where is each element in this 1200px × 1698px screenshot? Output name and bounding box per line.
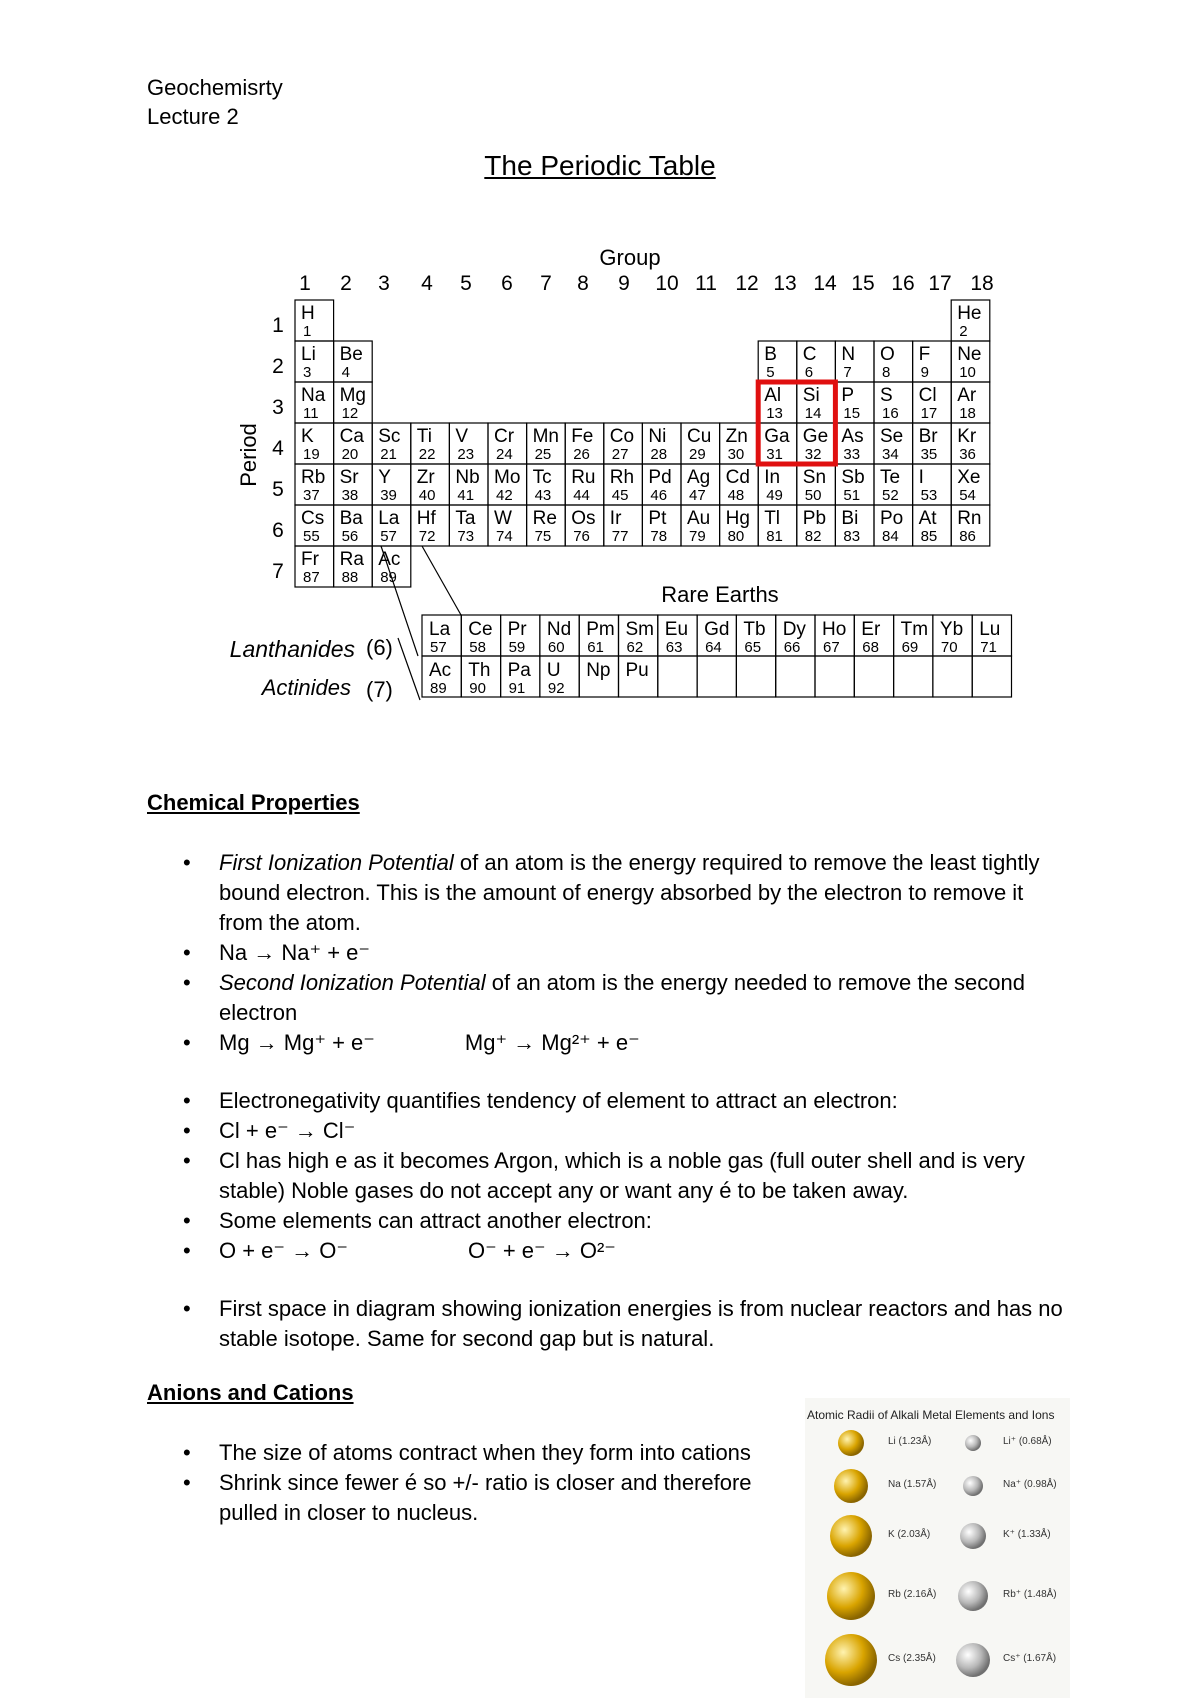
element-symbol: Ba — [339, 508, 363, 529]
element-symbol: Ni — [648, 426, 667, 447]
atomic-number: 89 — [430, 680, 447, 697]
group-number: 12 — [735, 272, 759, 295]
ion-radius-label: Na⁺ (0.98Å) — [1003, 1479, 1057, 1490]
header-course: Geochemisrty — [147, 75, 283, 100]
page-title: The Periodic Table — [484, 150, 716, 181]
atomic-number: 2 — [959, 323, 968, 340]
element-cell — [894, 656, 933, 697]
definition: of an atom is the energy needed to remove the second electron — [219, 970, 1025, 1025]
atomic-number: 8 — [882, 364, 891, 381]
element-cell — [972, 656, 1011, 697]
atom-sphere — [834, 1469, 868, 1503]
list-item — [147, 968, 1067, 1028]
group-number: 3 — [378, 272, 390, 295]
element-symbol: Sc — [378, 426, 401, 447]
period-number: 2 — [272, 355, 284, 378]
atomic-number: 50 — [804, 487, 822, 504]
ion-sphere — [956, 1643, 990, 1677]
term: First Ionization Potential — [219, 850, 454, 875]
element-symbol: Eu — [664, 619, 689, 640]
element-symbol: As — [841, 426, 864, 447]
group-number: 1 — [299, 272, 311, 295]
element-symbol: Ti — [416, 426, 432, 447]
periodic-table-figure — [0, 0, 1200, 720]
equation: O⁻ + e⁻ → O²⁻ — [467, 1238, 616, 1263]
element-symbol: F — [918, 344, 931, 365]
element-symbol: Al — [764, 385, 782, 406]
atomic-number: 60 — [547, 639, 565, 656]
atom-radius-label: Cs (2.35Å) — [888, 1653, 936, 1664]
element-symbol: Cl — [918, 385, 937, 406]
element-symbol: Tc — [532, 467, 552, 488]
list-text: The size of atoms contract when they form into cations — [219, 1440, 751, 1465]
atomic-number: 21 — [380, 446, 397, 463]
atomic-number: 3 — [303, 364, 312, 381]
atomic-number: 31 — [766, 446, 783, 463]
atom-radius-label: Li (1.23Å) — [888, 1436, 932, 1447]
atomic-number: 91 — [508, 680, 526, 697]
atomic-number: 5 — [766, 364, 775, 381]
atomic-number: 23 — [457, 446, 475, 463]
atomic-number: 80 — [727, 528, 745, 545]
element-symbol: Pd — [648, 467, 672, 488]
element-symbol: Au — [687, 508, 711, 529]
element-symbol: Rb — [301, 467, 326, 488]
element-symbol: Ce — [468, 619, 493, 640]
element-symbol: Nb — [455, 467, 480, 488]
list-text: First space in diagram showing ionization energies is from nuclear reactors and has no stable isotope. Same for second gap but is natural. — [219, 1296, 1063, 1351]
atomic-number: 32 — [804, 446, 822, 463]
group-number: 9 — [618, 272, 630, 295]
element-symbol: Hg — [725, 508, 750, 529]
atomic-number: 49 — [766, 487, 783, 504]
term: Second Ionization Potential — [219, 970, 486, 995]
actinides-period: (7) — [366, 677, 393, 702]
atomic-number: 38 — [341, 487, 359, 504]
element-symbol: Th — [468, 660, 491, 681]
atomic-number: 18 — [959, 405, 976, 422]
element-symbol: Nd — [546, 619, 572, 640]
element-symbol: Er — [861, 619, 881, 640]
header-lecture: Lecture 2 — [147, 104, 239, 129]
lanthanides-label: Lanthanides — [229, 636, 355, 662]
atomic-number: 70 — [940, 639, 958, 656]
atomic-number: 71 — [980, 639, 997, 656]
element-symbol: Ra — [339, 549, 364, 570]
atomic-number: 30 — [727, 446, 745, 463]
anions-cations-list — [147, 1438, 787, 1528]
list-item — [147, 1236, 1067, 1266]
atomic-number: 67 — [823, 639, 840, 656]
element-symbol: Ir — [609, 508, 622, 529]
group-number: 8 — [577, 272, 589, 295]
atomic-number: 36 — [959, 446, 976, 463]
group-number: 16 — [891, 272, 915, 295]
list-item — [147, 1294, 1067, 1354]
atomic-number: 51 — [843, 487, 861, 504]
element-symbol: Re — [532, 508, 557, 529]
atomic-number: 46 — [650, 487, 668, 504]
element-symbol: O — [880, 344, 895, 365]
element-symbol: I — [918, 467, 924, 488]
element-symbol: Sm — [625, 619, 654, 640]
element-symbol: P — [841, 385, 855, 406]
group-number: 13 — [773, 272, 797, 295]
atomic-number: 64 — [705, 639, 722, 656]
element-symbol: B — [764, 344, 777, 365]
connector-line — [422, 546, 461, 615]
list-item — [147, 1116, 1067, 1146]
element-symbol: K — [301, 426, 314, 447]
atomic-number: 85 — [920, 528, 938, 545]
element-symbol: Co — [609, 426, 635, 447]
atom-sphere — [827, 1572, 875, 1620]
anions-cations-heading: Anions and Cations — [147, 1380, 354, 1405]
element-symbol: C — [802, 344, 817, 365]
element-symbol: Mo — [494, 467, 521, 488]
atomic-number: 87 — [303, 569, 320, 586]
atomic-number: 10 — [959, 364, 976, 381]
chemical-properties-list — [147, 848, 1067, 1354]
group-label: Group — [599, 245, 661, 270]
element-symbol: Zn — [725, 426, 748, 447]
element-symbol: Mn — [532, 426, 560, 447]
atomic-number: 52 — [882, 487, 899, 504]
atomic-number: 14 — [804, 405, 822, 422]
atomic-number: 43 — [534, 487, 552, 504]
atomic-number: 92 — [547, 680, 565, 697]
element-symbol: Pb — [802, 508, 827, 529]
element-symbol: Po — [880, 508, 904, 529]
atomic-number: 39 — [380, 487, 397, 504]
atomic-number: 66 — [783, 639, 801, 656]
atomic-number: 86 — [959, 528, 976, 545]
list-text: Electronegativity quantifies tendency of element to attract an electron: — [219, 1088, 898, 1113]
ion-sphere — [958, 1581, 988, 1611]
atomic-number: 11 — [303, 405, 319, 422]
element-symbol: Ne — [957, 344, 982, 365]
element-symbol: Mg — [339, 385, 367, 406]
element-symbol: He — [957, 303, 982, 324]
atomic-number: 58 — [469, 639, 486, 656]
atomic-number: 28 — [650, 446, 668, 463]
list-item — [147, 1206, 1067, 1236]
equation: Na → Na⁺ + e⁻ — [219, 940, 371, 965]
element-symbol: Se — [880, 426, 904, 447]
ion-radius-label: Rb⁺ (1.48Å) — [1003, 1589, 1057, 1600]
element-symbol: Ag — [687, 467, 711, 488]
atomic-number: 88 — [341, 569, 359, 586]
element-symbol: Rh — [609, 467, 635, 488]
ion-sphere — [965, 1435, 981, 1451]
chemical-properties-heading: Chemical Properties — [147, 790, 360, 815]
atomic-number: 76 — [573, 528, 590, 545]
atom-sphere — [830, 1515, 872, 1557]
atom-sphere — [825, 1634, 877, 1686]
element-symbol: At — [918, 508, 937, 529]
element-symbol: Zr — [416, 467, 435, 488]
element-symbol: Fr — [301, 549, 319, 570]
atomic-number: 72 — [418, 528, 436, 545]
group-number: 4 — [421, 272, 433, 295]
element-symbol: Ac — [429, 660, 452, 681]
element-symbol: Sr — [339, 467, 359, 488]
atomic-number: 6 — [804, 364, 814, 381]
atomic-number: 45 — [611, 487, 629, 504]
ion-radius-label: Cs⁺ (1.67Å) — [1003, 1653, 1057, 1664]
element-symbol: Pm — [586, 619, 615, 640]
element-symbol: In — [764, 467, 781, 488]
element-symbol: Np — [586, 660, 611, 681]
atomic-number: 63 — [665, 639, 683, 656]
atomic-number: 7 — [843, 364, 852, 381]
atomic-number: 65 — [744, 639, 762, 656]
atomic-number: 35 — [920, 446, 938, 463]
element-symbol: H — [301, 303, 315, 324]
list-item — [147, 1028, 1067, 1058]
element-symbol: Ta — [455, 508, 476, 529]
list-item — [147, 1086, 1067, 1116]
atomic-number: 16 — [882, 405, 899, 422]
element-symbol: Te — [880, 467, 901, 488]
list-text: Cl has high e as it becomes Argon, which is a noble gas (full outer shell and is very stable) Noble gases do not accept any or want any é to be taken away. — [219, 1148, 1025, 1203]
atomic-number: 44 — [573, 487, 590, 504]
atomic-number: 47 — [689, 487, 706, 504]
element-symbol: La — [429, 619, 451, 640]
element-symbol: Cd — [725, 467, 750, 488]
atomic-number: 17 — [920, 405, 938, 422]
atomic-number: 61 — [587, 639, 604, 656]
element-symbol: Ca — [339, 426, 364, 447]
element-symbol: Y — [378, 467, 391, 488]
atomic-number: 55 — [303, 528, 320, 545]
element-symbol: Rn — [957, 508, 982, 529]
atomic-number: 57 — [380, 528, 397, 545]
atomic-number: 56 — [341, 528, 359, 545]
element-cell — [658, 656, 697, 697]
atomic-number: 19 — [303, 446, 320, 463]
period-number: 6 — [272, 519, 284, 542]
atomic-number: 62 — [626, 639, 644, 656]
atomic-number: 42 — [496, 487, 513, 504]
element-symbol: Cu — [687, 426, 712, 447]
element-symbol: N — [841, 344, 856, 365]
element-cell — [815, 656, 854, 697]
element-symbol: Tb — [743, 619, 766, 640]
atomic-number: 48 — [727, 487, 745, 504]
element-symbol: Ho — [822, 619, 847, 640]
element-symbol: Pu — [625, 660, 649, 681]
element-symbol: Ac — [378, 549, 401, 570]
element-symbol: Lu — [979, 619, 1001, 640]
group-number: 17 — [928, 272, 952, 295]
element-symbol: Ga — [764, 426, 790, 447]
list-item — [147, 1438, 787, 1468]
element-symbol: Fe — [571, 426, 594, 447]
element-symbol: Ge — [802, 426, 829, 447]
atomic-number: 78 — [650, 528, 668, 545]
period-number: 5 — [272, 478, 284, 501]
atomic-number: 15 — [843, 405, 861, 422]
atomic-number: 4 — [341, 364, 350, 381]
list-item — [147, 1468, 787, 1528]
list-item — [147, 848, 1067, 938]
atom-radius-label: Rb (2.16Å) — [888, 1589, 937, 1600]
element-symbol: Gd — [704, 619, 730, 640]
figure-title: Atomic Radii of Alkali Metal Elements and Ions — [807, 1408, 1055, 1422]
atomic-number: 1 — [303, 323, 312, 340]
atomic-number: 57 — [430, 639, 447, 656]
group-number: 15 — [851, 272, 875, 295]
atomic-number: 20 — [341, 446, 359, 463]
element-symbol: Be — [339, 344, 363, 365]
element-symbol: Br — [918, 426, 938, 447]
element-symbol: W — [494, 508, 512, 529]
element-cell — [854, 656, 893, 697]
period-label: Period — [236, 423, 261, 487]
element-symbol: Tl — [764, 508, 781, 529]
atomic-number: 69 — [901, 639, 919, 656]
equation: Mg⁺ → Mg²⁺ + e⁻ — [464, 1030, 640, 1055]
element-symbol: Ar — [957, 385, 977, 406]
atomic-number: 81 — [766, 528, 783, 545]
element-symbol: Xe — [957, 467, 981, 488]
atomic-number: 27 — [611, 446, 629, 463]
atomic-number: 89 — [380, 569, 397, 586]
atomic-number: 22 — [418, 446, 436, 463]
list-item — [147, 1146, 1067, 1206]
element-symbol: Na — [301, 385, 326, 406]
element-symbol: V — [455, 426, 469, 447]
element-symbol: Si — [802, 385, 820, 406]
element-symbol: Os — [571, 508, 596, 529]
atomic-radii-figure — [805, 1398, 1070, 1698]
atom-radius-label: Na (1.57Å) — [888, 1479, 937, 1490]
element-symbol: Li — [301, 344, 316, 365]
atomic-number: 34 — [882, 446, 899, 463]
atomic-number: 40 — [418, 487, 436, 504]
element-symbol: Sn — [802, 467, 827, 488]
atomic-number: 59 — [508, 639, 526, 656]
equation: O + e⁻ → O⁻ — [219, 1238, 348, 1263]
ion-radius-label: K⁺ (1.33Å) — [1003, 1529, 1051, 1540]
atomic-number: 77 — [611, 528, 629, 545]
atomic-number: 74 — [496, 528, 513, 545]
element-symbol: Kr — [957, 426, 977, 447]
atomic-number: 33 — [843, 446, 861, 463]
element-symbol: Cr — [494, 426, 515, 447]
period-number: 3 — [272, 396, 284, 419]
element-symbol: Hf — [416, 508, 436, 529]
atomic-number: 68 — [862, 639, 879, 656]
element-symbol: Ru — [571, 467, 596, 488]
element-symbol: Sb — [841, 467, 865, 488]
element-symbol: S — [880, 385, 893, 406]
atom-sphere — [838, 1430, 864, 1456]
actinides-label: Actinides — [261, 675, 351, 700]
connector-line — [398, 638, 420, 700]
ion-sphere — [963, 1476, 983, 1496]
atomic-number: 83 — [843, 528, 861, 545]
ion-radius-label: Li⁺ (0.68Å) — [1003, 1436, 1052, 1447]
element-symbol: Bi — [841, 508, 859, 529]
group-number: 10 — [655, 272, 679, 295]
period-number: 1 — [272, 314, 284, 337]
atom-radius-label: K (2.03Å) — [888, 1529, 931, 1540]
atomic-number: 82 — [804, 528, 822, 545]
element-cell — [776, 656, 815, 697]
definition: of an atom is the energy required to remove the least tightly bound electron. This is the amount of energy absorbed by the electron to remove it from the atom. — [219, 850, 1040, 935]
list-text: Some elements can attract another electron: — [219, 1208, 652, 1233]
atomic-number: 90 — [469, 680, 486, 697]
atomic-number: 25 — [534, 446, 552, 463]
element-symbol: Yb — [939, 619, 964, 640]
list-item — [147, 938, 1067, 968]
group-number: 18 — [970, 272, 994, 295]
equation: Mg → Mg⁺ + e⁻ — [219, 1030, 375, 1055]
equation: Cl + e⁻ → Cl⁻ — [219, 1118, 356, 1143]
period-number: 4 — [272, 437, 284, 460]
atomic-number: 12 — [341, 405, 359, 422]
period-number: 7 — [272, 560, 284, 583]
atomic-number: 75 — [534, 528, 552, 545]
group-number: 14 — [813, 272, 837, 295]
lanthanides-period: (6) — [366, 635, 393, 660]
atomic-number: 24 — [496, 446, 513, 463]
element-symbol: Pt — [648, 508, 667, 529]
element-symbol: Pa — [507, 660, 531, 681]
atomic-number: 79 — [689, 528, 706, 545]
atomic-number: 73 — [457, 528, 475, 545]
atomic-number: 54 — [959, 487, 976, 504]
element-cell — [736, 656, 775, 697]
element-cell — [697, 656, 736, 697]
atomic-number: 9 — [920, 364, 929, 381]
element-cell — [933, 656, 972, 697]
element-symbol: Dy — [782, 619, 806, 640]
element-symbol: La — [378, 508, 400, 529]
element-symbol: Tm — [900, 619, 929, 640]
atomic-number: 26 — [573, 446, 590, 463]
group-number: 7 — [540, 272, 552, 295]
element-symbol: Cs — [301, 508, 325, 529]
atomic-number: 29 — [689, 446, 706, 463]
group-number: 6 — [501, 272, 513, 295]
atomic-number: 37 — [303, 487, 320, 504]
group-number: 2 — [340, 272, 352, 295]
atomic-number: 13 — [766, 405, 783, 422]
group-number: 11 — [695, 272, 717, 295]
ion-sphere — [960, 1523, 986, 1549]
atomic-number: 53 — [920, 487, 938, 504]
element-symbol: Pr — [507, 619, 527, 640]
atomic-number: 41 — [457, 487, 475, 504]
element-symbol: U — [546, 660, 561, 681]
atomic-number: 84 — [882, 528, 899, 545]
list-text: Shrink since fewer é so +/- ratio is closer and therefore pulled in closer to nucleus. — [219, 1470, 752, 1525]
group-number: 5 — [460, 272, 472, 295]
rare-earths-label: Rare Earths — [661, 582, 779, 607]
